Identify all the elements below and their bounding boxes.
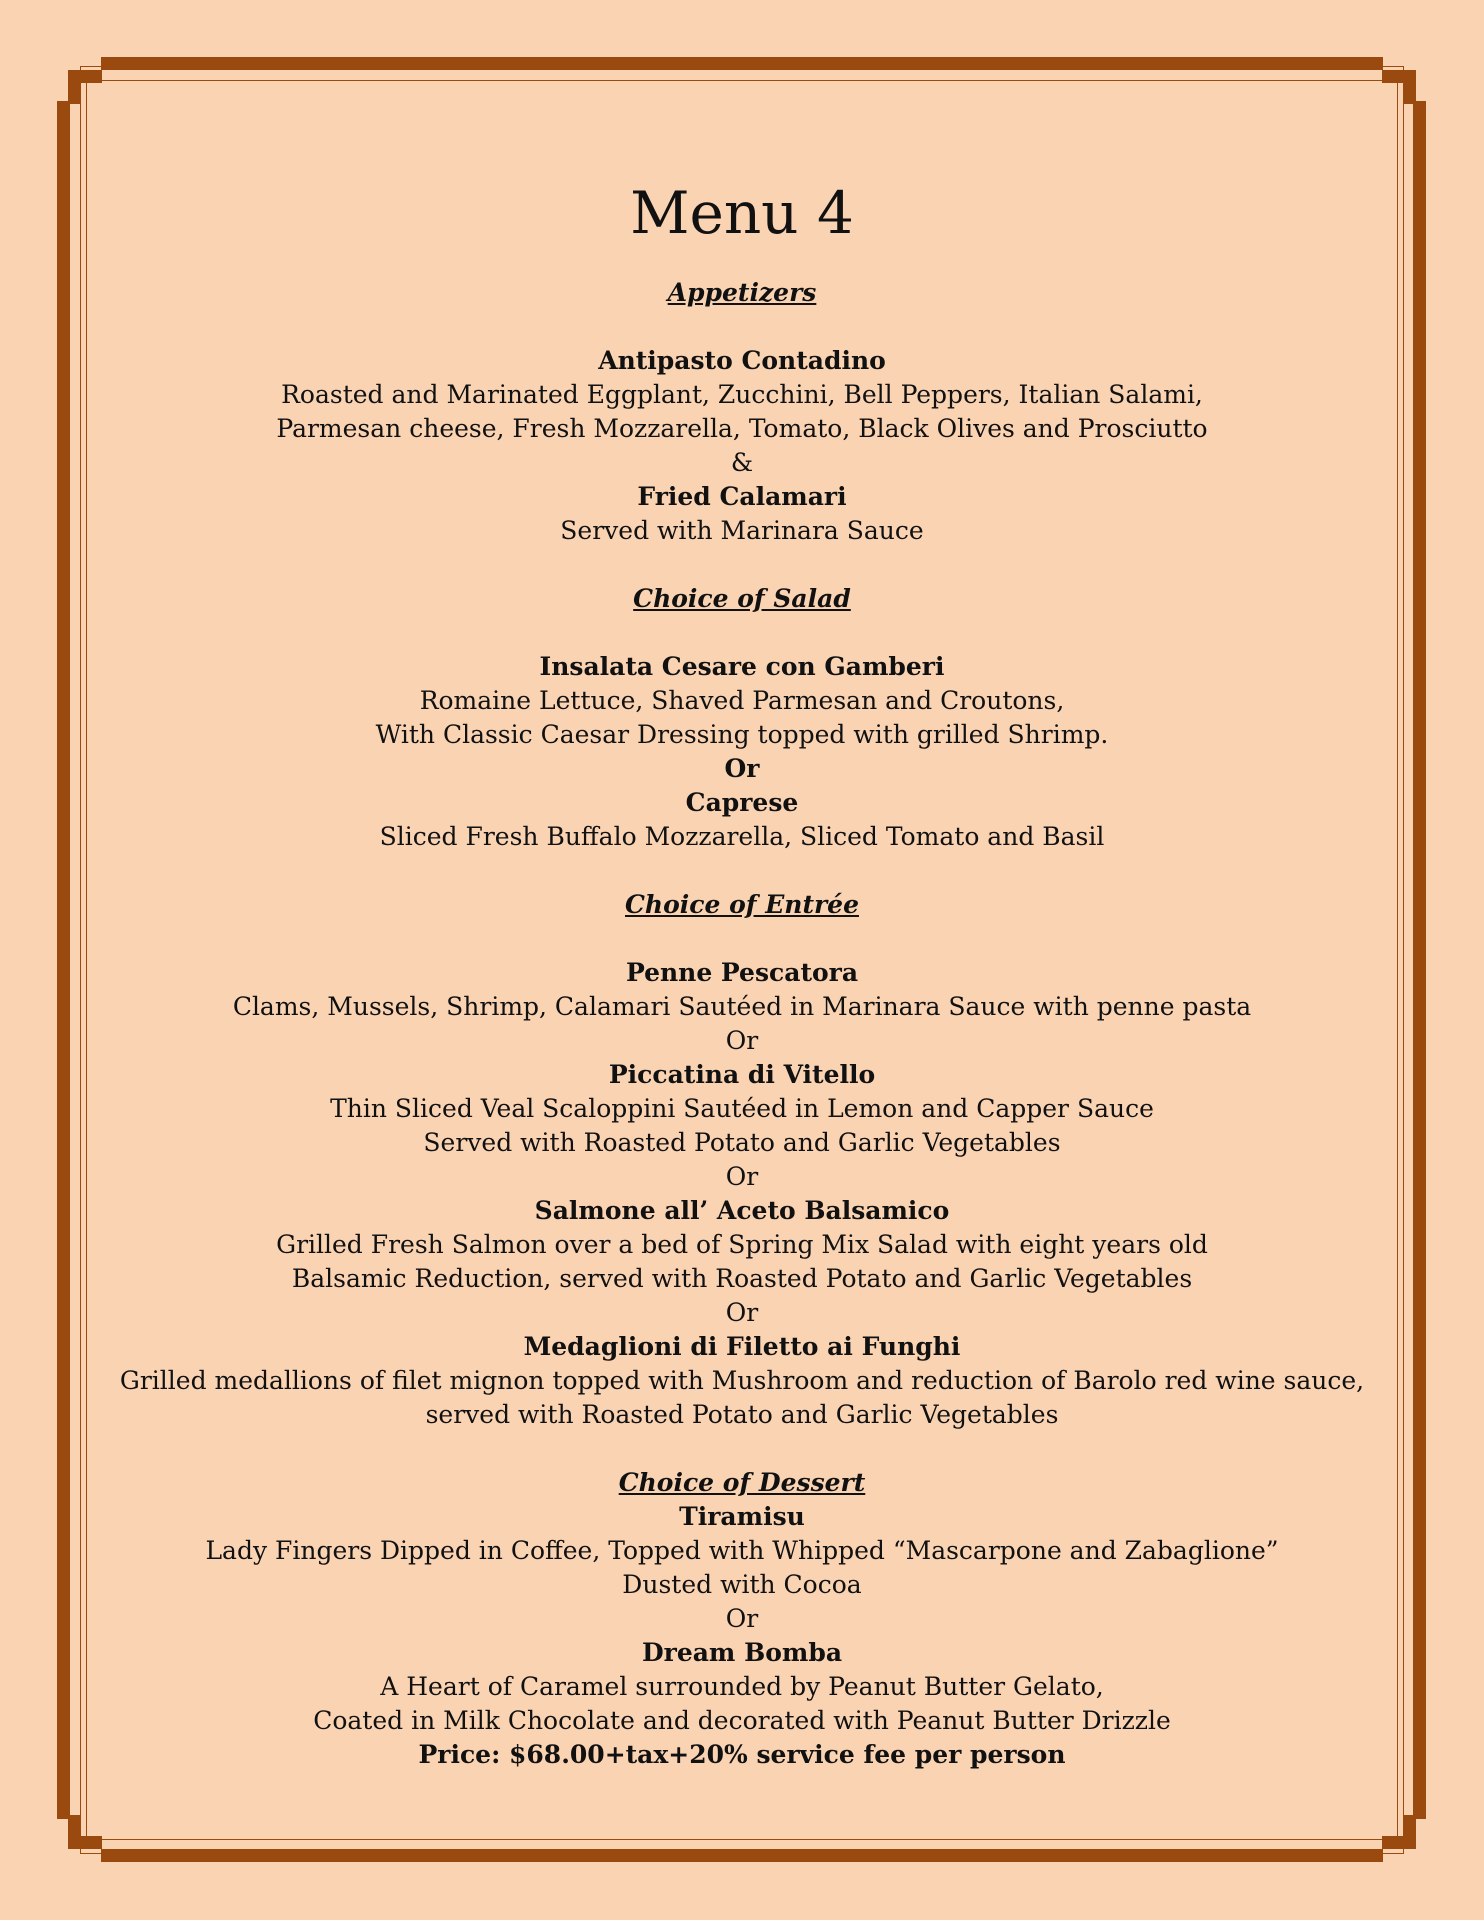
spacer bbox=[110, 1432, 1374, 1466]
price-line: Price: $68.00+tax+20% service fee per person bbox=[418, 1740, 1066, 1769]
dish-description-line: Roasted and Marinated Eggplant, Zucchini, Bell Peppers, Italian Salami, bbox=[281, 380, 1203, 409]
or-separator: Or bbox=[725, 1298, 759, 1327]
dish-description-line: Served with Roasted Potato and Garlic Vegetables bbox=[423, 1128, 1061, 1157]
dish-name-salmone: Salmone all’ Aceto Balsamico bbox=[534, 1196, 950, 1225]
dish-description-line: Grilled medallions of filet mignon topped with Mushroom and reduction of Barolo red wine sauce, bbox=[119, 1366, 1365, 1395]
spacer bbox=[110, 310, 1374, 344]
frame-right-bar bbox=[1413, 101, 1426, 1819]
frame-corner-bottom-right-vertical bbox=[1403, 1815, 1416, 1849]
dish-name-caprese: Caprese bbox=[685, 788, 799, 817]
dish-description-line: Clams, Mussels, Shrimp, Calamari Sautéed in Marinara Sauce with penne pasta bbox=[232, 992, 1252, 1021]
dish-description-line: Romaine Lettuce, Shaved Parmesan and Croutons, bbox=[419, 686, 1065, 715]
section-heading-dessert: Choice of Dessert bbox=[618, 1468, 866, 1497]
frame-corner-top-right-vertical bbox=[1403, 70, 1416, 104]
or-separator: Or bbox=[724, 754, 760, 783]
dish-description-line: Parmesan cheese, Fresh Mozzarella, Tomato, Black Olives and Prosciutto bbox=[276, 414, 1208, 443]
frame-left-bar bbox=[57, 101, 70, 1819]
dish-description-line: Sliced Fresh Buffalo Mozzarella, Sliced Tomato and Basil bbox=[379, 822, 1105, 851]
section-heading-entree: Choice of Entrée bbox=[625, 890, 859, 919]
spacer bbox=[110, 548, 1374, 582]
dish-description-line: Dusted with Cocoa bbox=[622, 1570, 862, 1599]
menu-content bbox=[110, 172, 1374, 1772]
dish-description-line: Served with Marinara Sauce bbox=[560, 516, 924, 545]
dish-description-line: A Heart of Caramel surrounded by Peanut Butter Gelato, bbox=[380, 1672, 1104, 1701]
spacer bbox=[110, 854, 1374, 888]
dish-description-line: With Classic Caesar Dressing topped with grilled Shrimp. bbox=[375, 720, 1109, 749]
spacer bbox=[110, 616, 1374, 650]
dish-name-dream-bomba: Dream Bomba bbox=[641, 1638, 843, 1667]
or-separator: Or bbox=[725, 1162, 759, 1191]
dish-name-calamari: Fried Calamari bbox=[637, 482, 847, 511]
dish-name-piccatina: Piccatina di Vitello bbox=[608, 1060, 876, 1089]
dish-description-line: Balsamic Reduction, served with Roasted Potato and Garlic Vegetables bbox=[291, 1264, 1193, 1293]
ampersand-joiner: & bbox=[730, 448, 754, 477]
dish-description-line: served with Roasted Potato and Garlic Vegetables bbox=[425, 1400, 1059, 1429]
dish-name-cesare: Insalata Cesare con Gamberi bbox=[539, 652, 945, 681]
or-separator: Or bbox=[725, 1026, 759, 1055]
dish-name-tiramisu: Tiramisu bbox=[679, 1502, 805, 1531]
dish-name-penne: Penne Pescatora bbox=[625, 958, 859, 987]
page-title: Menu 4 bbox=[630, 179, 854, 247]
or-separator: Or bbox=[725, 1604, 759, 1633]
dish-name-antipasto: Antipasto Contadino bbox=[598, 346, 886, 375]
dish-description-line: Grilled Fresh Salmon over a bed of Spring Mix Salad with eight years old bbox=[276, 1230, 1208, 1259]
spacer bbox=[110, 922, 1374, 956]
section-heading-appetizers: Appetizers bbox=[667, 278, 817, 307]
dish-description-line: Coated in Milk Chocolate and decorated with Peanut Butter Drizzle bbox=[313, 1706, 1171, 1735]
dish-description-line: Lady Fingers Dipped in Coffee, Topped with Whipped “Mascarpone and Zabaglione” bbox=[205, 1536, 1279, 1565]
dish-name-medaglioni: Medaglioni di Filetto ai Funghi bbox=[523, 1332, 961, 1361]
section-heading-salad: Choice of Salad bbox=[633, 584, 851, 613]
dish-description-line: Thin Sliced Veal Scaloppini Sautéed in Lemon and Capper Sauce bbox=[330, 1094, 1154, 1123]
